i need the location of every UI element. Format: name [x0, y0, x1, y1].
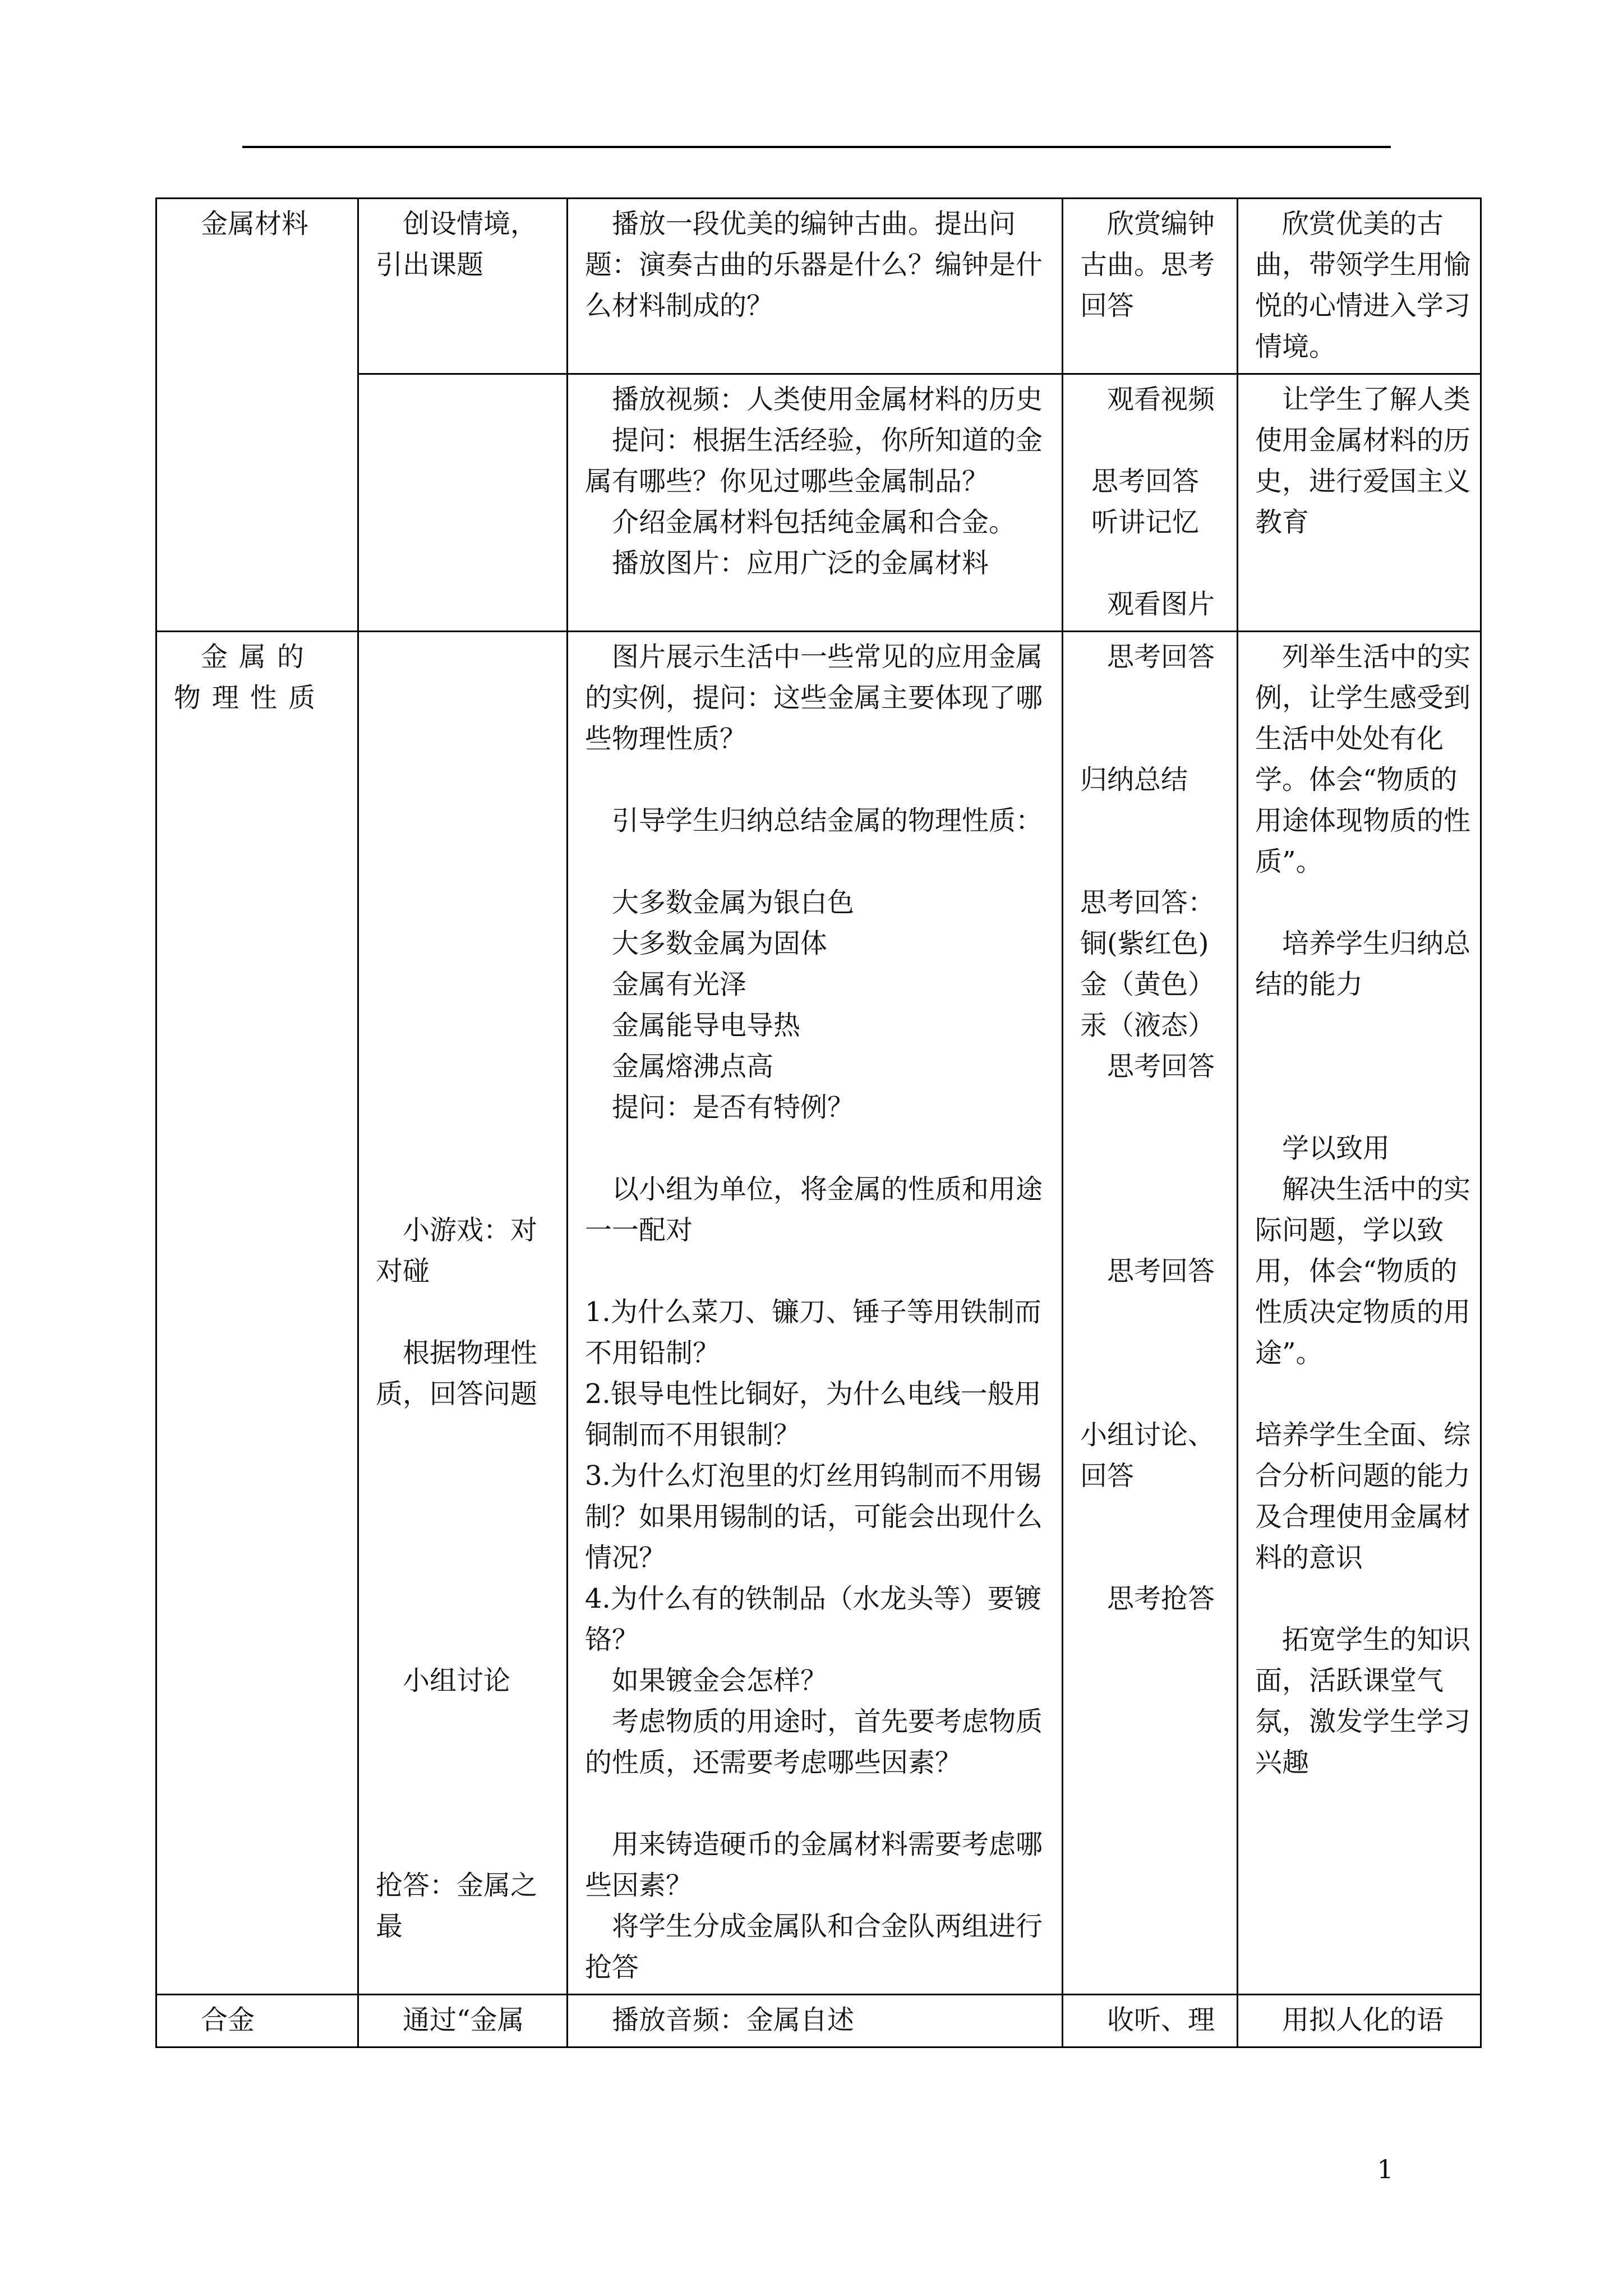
lesson-plan-table	[155, 197, 1482, 2048]
stage-text: 小游戏：对对碰	[376, 1214, 538, 1287]
intent-text: 让学生了解人类使用金属材料的历史，进行爱国主义教育	[1255, 384, 1471, 538]
intent-text: 培养学生全面、综合分析问题的能力及合理使用金属材料的意识	[1255, 1419, 1471, 1573]
teacher-text: 图片展示生活中一些常见的应用金属的实例，提问：这些金属主要体现了哪些物理性质？	[585, 641, 1043, 754]
header-rule	[242, 146, 1391, 148]
teacher-text: 引导学生归纳总结金属的物理性质：	[612, 805, 1043, 836]
stage-text: 创设情境，引出课题	[376, 208, 538, 280]
stage-text: 小组讨论	[403, 1665, 511, 1696]
student-activity-cell	[1063, 1995, 1238, 2047]
teacher-activity-cell	[568, 374, 1063, 632]
teacher-text: 播放一段优美的编钟古曲。提出问题：演奏古曲的乐器是什么？编钟是什么材料制成的？	[585, 208, 1043, 321]
teacher-text: 如果镀金会怎样？	[612, 1665, 828, 1696]
teacher-text: 提问：根据生活经验，你所知道的金属有哪些？你见过哪些金属制品？	[585, 425, 1043, 497]
intent-text: 列举生活中的实例，让学生感受到生活中处处有化学。体会“物质的用途体现物质的性质”。	[1255, 641, 1471, 877]
teacher-text: 用来铸造硬币的金属材料需要考虑哪些因素？	[585, 1829, 1043, 1901]
table-row	[156, 199, 1481, 374]
intent-text: 解决生活中的实际问题，学以致用，体会“物质的性质决定物质的用途”。	[1255, 1174, 1471, 1369]
teacher-activity-cell	[568, 632, 1063, 1995]
teacher-text: 金属熔沸点高	[612, 1051, 774, 1082]
design-intent-cell	[1238, 1995, 1481, 2047]
teacher-text: 介绍金属材料包括纯金属和合金。	[612, 507, 1016, 538]
stage-cell	[358, 374, 568, 632]
student-text: 汞（液态）	[1080, 1010, 1215, 1041]
stage-cell	[358, 199, 568, 374]
table-row	[156, 1995, 1481, 2047]
teacher-text: 金属有光泽	[612, 969, 747, 1000]
teacher-text: 大多数金属为银白色	[612, 887, 855, 918]
student-text: 收听、理	[1107, 2004, 1215, 2036]
page-number: 1	[1377, 2154, 1394, 2184]
stage-cell	[358, 632, 568, 1995]
stage-text: 抢答：金属之最	[376, 1870, 538, 1942]
student-text: 思考回答	[1091, 466, 1200, 497]
topic-cell	[156, 199, 358, 632]
teacher-text: 播放图片：应用广泛的金属材料	[612, 547, 989, 579]
teacher-text: 4.为什么有的铁制品（水龙头等）要镀铬？	[585, 1583, 1041, 1655]
teacher-activity-cell	[568, 1995, 1063, 2047]
student-text: 听讲记忆	[1091, 507, 1200, 538]
intent-text: 用拟人化的语	[1282, 2004, 1444, 2036]
intent-text: 拓宽学生的知识面，活跃课堂气氛，激发学生学习兴趣	[1255, 1624, 1471, 1778]
teacher-text: 金属能导电导热	[612, 1010, 801, 1041]
design-intent-cell	[1238, 632, 1481, 1995]
student-text: 金（黄色）	[1080, 969, 1215, 1000]
student-text: 铜(紫红色)	[1080, 928, 1209, 959]
topic-text: 合金	[201, 2004, 255, 2036]
teacher-text: 以小组为单位，将金属的性质和用途一一配对	[585, 1174, 1043, 1246]
stage-text: 根据物理性质，回答问题	[376, 1337, 538, 1410]
student-text: 小组讨论、回答	[1080, 1419, 1215, 1492]
student-text: 观看视频	[1107, 384, 1215, 415]
design-intent-cell	[1238, 199, 1481, 374]
topic-cell	[156, 632, 358, 1995]
student-text: 思考回答	[1107, 1255, 1215, 1287]
topic-text: 金属的物理性质	[174, 641, 327, 714]
student-text: 思考回答	[1107, 641, 1215, 673]
intent-text: 欣赏优美的古曲，带领学生用愉悦的心情进入学习情境。	[1255, 208, 1471, 362]
intent-text: 培养学生归纳总结的能力	[1255, 928, 1471, 1000]
teacher-text: 3.为什么灯泡里的灯丝用钨制而不用锡制？如果用锡制的话，可能会出现什么情况？	[585, 1460, 1043, 1573]
student-text: 观看图片	[1107, 588, 1215, 620]
student-text: 归纳总结	[1080, 764, 1188, 795]
teacher-text: 提问：是否有特例？	[612, 1092, 855, 1123]
teacher-text: 大多数金属为固体	[612, 928, 828, 959]
intent-text: 学以致用	[1282, 1133, 1390, 1164]
student-text: 思考抢答	[1107, 1583, 1215, 1614]
teacher-text: 1.为什么菜刀、镰刀、锤子等用铁制而不用铅制？	[585, 1296, 1041, 1369]
table-row	[156, 632, 1481, 1995]
student-text: 思考回答：	[1080, 887, 1215, 918]
design-intent-cell	[1238, 374, 1481, 632]
teacher-text: 播放视频：人类使用金属材料的历史	[612, 384, 1043, 415]
teacher-activity-cell	[568, 199, 1063, 374]
student-activity-cell	[1063, 374, 1238, 632]
topic-text: 金属材料	[201, 208, 309, 240]
topic-cell	[156, 1995, 358, 2047]
stage-text: 通过“金属	[403, 2004, 524, 2036]
student-text: 欣赏编钟古曲。思考回答	[1080, 208, 1215, 321]
stage-cell	[358, 1995, 568, 2047]
teacher-text: 将学生分成金属队和合金队两组进行抢答	[585, 1911, 1043, 1983]
teacher-text: 2.银导电性比铜好，为什么电线一般用铜制而不用银制？	[585, 1378, 1041, 1451]
student-activity-cell	[1063, 199, 1238, 374]
student-text: 思考回答	[1107, 1051, 1215, 1082]
teacher-text: 考虑物质的用途时，首先要考虑物质的性质，还需要考虑哪些因素？	[585, 1706, 1043, 1778]
teacher-text: 播放音频：金属自述	[612, 2004, 855, 2036]
student-activity-cell	[1063, 632, 1238, 1995]
